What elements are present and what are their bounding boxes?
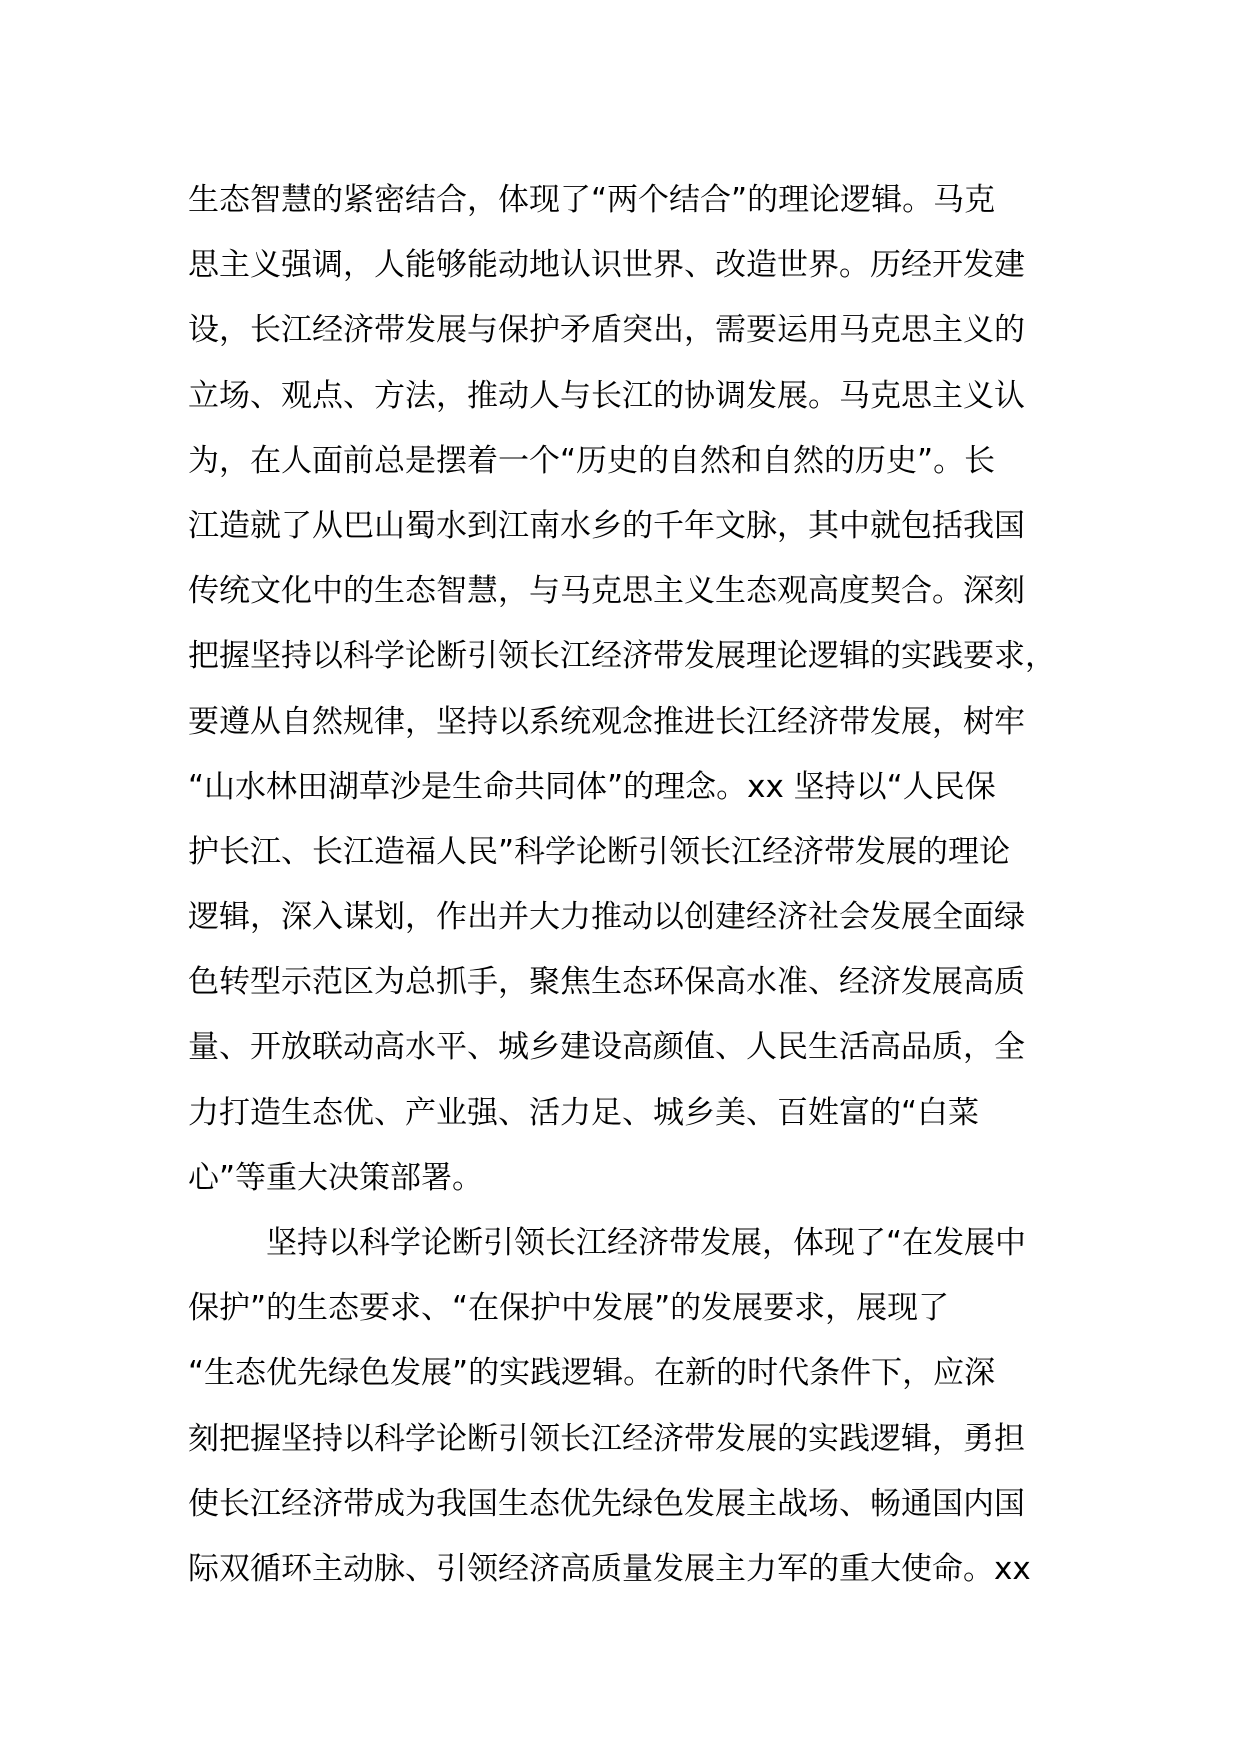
text-line: 生态智慧的紧密结合，体现了“两个结合”的理论逻辑。马克 xyxy=(188,182,996,218)
text-line: 设，长江经济带发展与保护矛盾突出，需要运用马克思主义的 xyxy=(188,312,1025,349)
text-line: 使长江经济带成为我国生态优先绿色发展主战场、畅通国内国 xyxy=(188,1485,1025,1522)
text-line: 力打造生态优、产业强、活力足、城乡美、百姓富的“白菜 xyxy=(188,1094,980,1131)
text-line: 保护”的生态要求、“在保护中发展”的发展要求，展现了 xyxy=(188,1290,950,1327)
text-line: 护长江、长江造福人民”科学论断引领长江经济带发展的理论 xyxy=(188,833,1011,870)
text-line: 传统文化中的生态智慧，与马克思主义生态观高度契合。深刻 xyxy=(188,573,1025,610)
text-line: 心”等重大决策部署。 xyxy=(188,1159,484,1196)
text-line: 为，在人面前总是摆着一个“历史的自然和自然的历史”。长 xyxy=(188,442,996,479)
text-line: 立场、观点、方法，推动人与长江的协调发展。马克思主义认 xyxy=(188,377,1025,414)
text-line: 逻辑，深入谋划，作出并大力推动以创建经济社会发展全面绿 xyxy=(188,899,1025,936)
text-line: “山水林田湖草沙是生命共同体”的理念。xx 坚持以“人民保 xyxy=(188,768,996,805)
document-body xyxy=(188,168,1068,1602)
paragraph-1 xyxy=(188,168,1068,1211)
text-line: 量、开放联动高水平、城乡建设高颜值、人民生活高品质，全 xyxy=(188,1029,1025,1066)
text-line: 坚持以科学论断引领长江经济带发展，体现了“在发展中 xyxy=(266,1225,1027,1261)
text-line: 思主义强调，人能够能动地认识世界、改造世界。历经开发建 xyxy=(188,247,1025,284)
text-line: 把握坚持以科学论断引领长江经济带发展理论逻辑的实践要求， xyxy=(188,638,1056,675)
text-line: 江造就了从巴山蜀水到江南水乡的千年文脉，其中就包括我国 xyxy=(188,507,1025,544)
text-line: 要遵从自然规律，坚持以系统观念推进长江经济带发展，树牢 xyxy=(188,703,1025,740)
text-line: “生态优先绿色发展”的实践逻辑。在新的时代条件下，应深 xyxy=(188,1355,996,1392)
text-line: 刻把握坚持以科学论断引领长江经济带发展的实践逻辑，勇担 xyxy=(188,1420,1025,1457)
text-line: 际双循环主动脉、引领经济高质量发展主力军的重大使命。xx xyxy=(188,1550,1031,1587)
text-line: 色转型示范区为总抓手，聚焦生态环保高水准、经济发展高质 xyxy=(188,964,1025,1001)
paragraph-2 xyxy=(188,1211,1068,1602)
